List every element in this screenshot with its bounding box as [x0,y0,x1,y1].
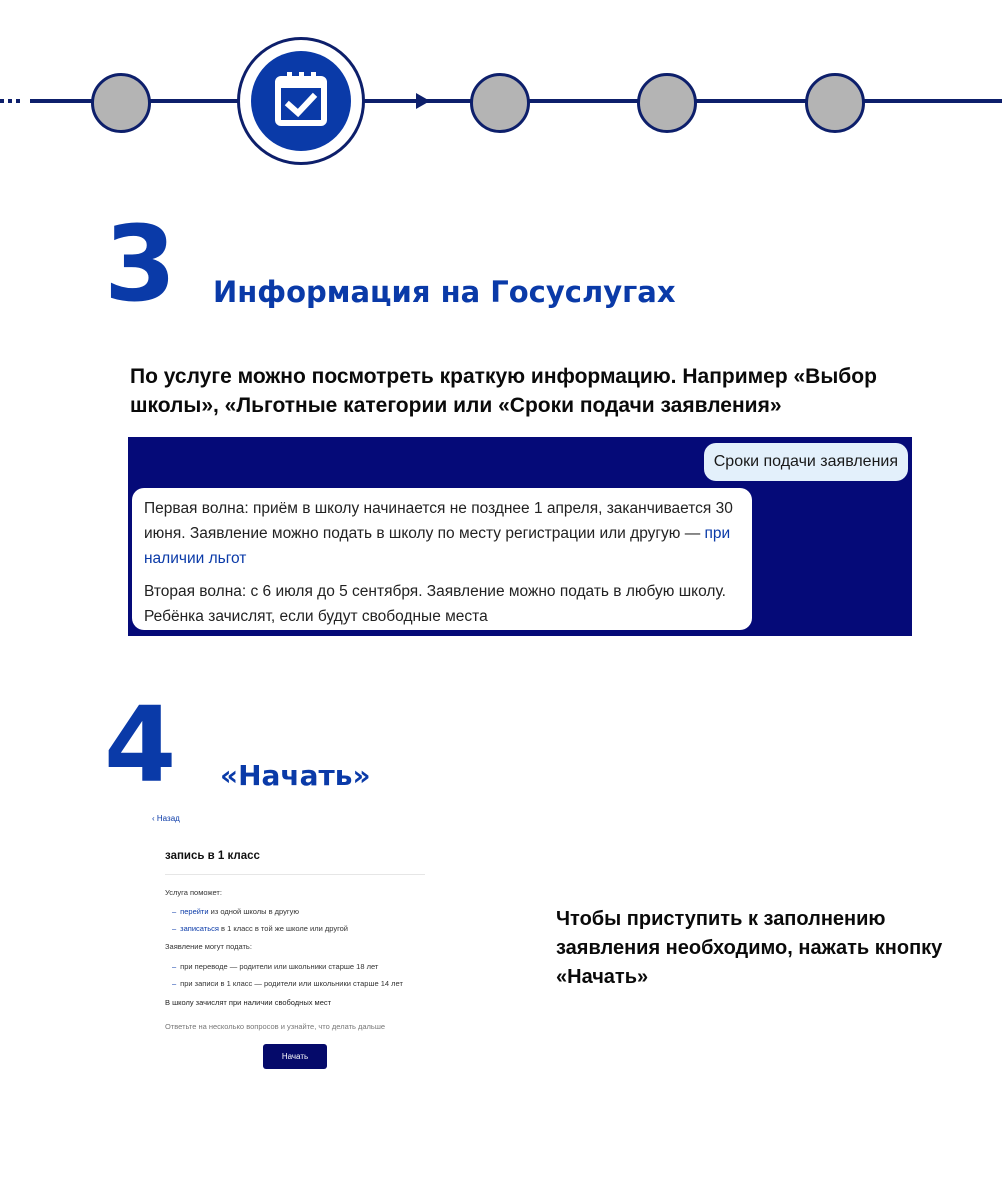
calendar-check-icon [251,51,351,151]
start-button[interactable]: Начать [263,1044,327,1069]
step-number-3: 3 [104,203,173,325]
assistant-answer-bubble [132,488,752,630]
step-4-title: «Начать» [220,759,371,792]
list-item: – перейти из одной школы в другую [172,907,299,916]
who-label: Заявление могут подать: [165,942,252,951]
chip-deadlines[interactable]: Сроки подачи заявления [704,443,908,481]
enrollment-note: В школу зачислят при наличии свободных мест [165,998,332,1007]
list-item: – при записи в 1 класс — родители или школьники старше 14 лет [172,979,403,988]
answer-paragraph-2: Вторая волна: с 6 июля до 5 сентября. Заявление можно подать в любую школу. Ребёнка зачислят, если будут свободные места [144,583,726,625]
timeline-arrow-icon [416,93,430,109]
timeline-step-5 [805,73,865,133]
service-title: запись в 1 класс [165,850,260,862]
timeline-dash [0,99,4,103]
benefits-link[interactable]: при наличии льгот [144,525,731,567]
hint-text: Ответьте на несколько вопросов и узнайте, что делать дальше [165,1022,386,1031]
step-4-description: Чтобы приступить к заполнению заявления необходимо, нажать кнопку «Начать» [556,908,943,988]
step-3-intro: По услуге можно посмотреть краткую информацию. Например «Выбор школы», «Льготные категории или «Сроки подачи заявления» [130,365,877,417]
enroll-link[interactable]: записаться [180,924,219,933]
helps-label: Услуга поможет: [165,888,222,897]
step-3-title: Информация на Госуслугах [213,275,676,309]
timeline-dash [16,99,20,103]
transfer-link[interactable]: перейти [180,907,209,916]
timeline-step-3 [470,73,530,133]
answer-paragraph-1: Первая волна: приём в школу начинается не позднее 1 апреля, заканчивается 30 июня. Заявление можно подать в школу по месту регистрации или другую — при наличии льгот [144,500,733,567]
chevron-left-icon: ‹ [152,814,157,823]
divider [165,874,425,875]
timeline-step-active [237,37,365,165]
timeline-step-1 [91,73,151,133]
timeline-step-4 [637,73,697,133]
list-item: – записаться в 1 класс в той же школе или другой [172,924,348,933]
step-number-4: 4 [104,684,173,806]
list-item: – при переводе — родители или школьники старше 18 лет [172,962,379,971]
gosuslugi-chat-panel [128,437,912,636]
timeline-dash [8,99,12,103]
back-link[interactable]: ‹ Назад [152,814,180,823]
